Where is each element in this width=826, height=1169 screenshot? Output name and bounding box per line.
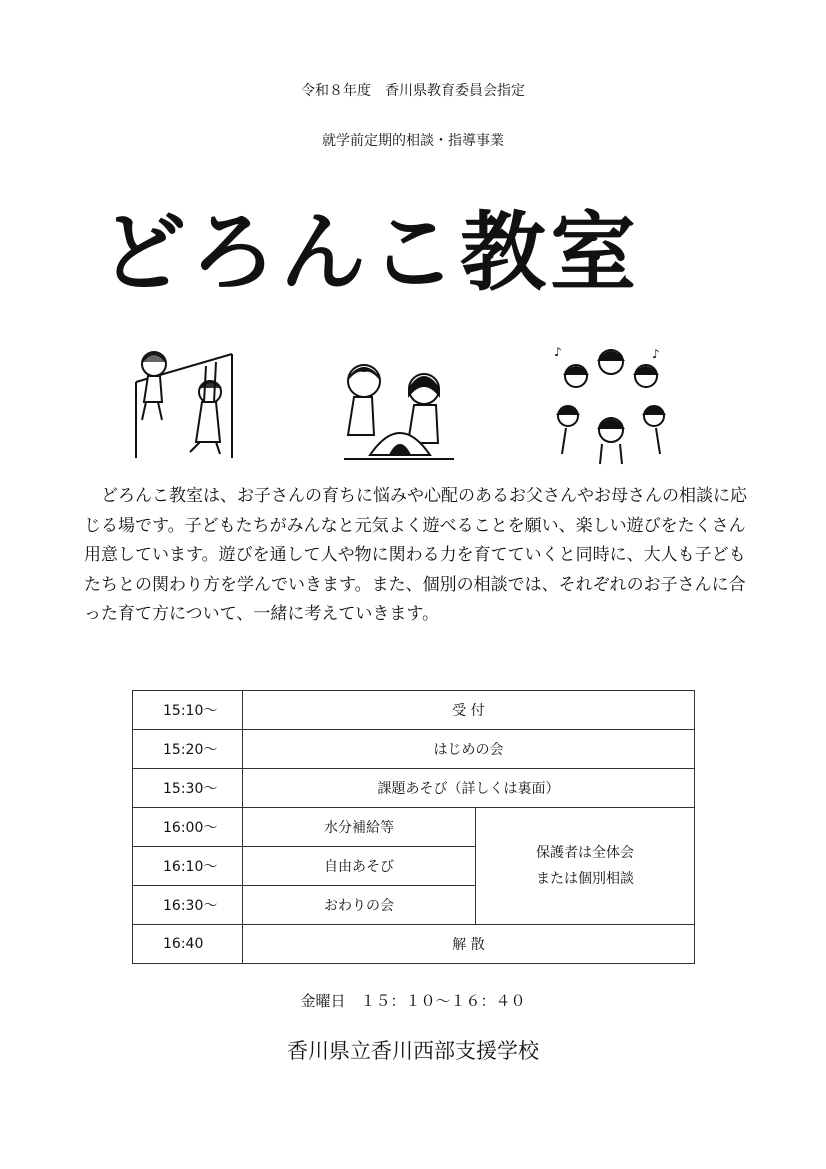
schedule-activity: 課題あそび（詳しくは裏面） [243,769,695,808]
header-line-designation: 令和８年度 香川県教育委員会指定 [301,83,525,99]
schedule-activity: 水分補給等 [243,808,476,847]
table-row [133,808,695,847]
schedule-time: 15:10～ [133,691,243,730]
schedule-activity: おわりの会 [243,886,476,925]
school-name: 香川県立香川西部支援学校 [287,1039,539,1063]
children-circle-singing-icon [552,344,670,466]
header-line-program: 就学前定期的相談・指導事業 [322,133,504,149]
schedule-time: 16:40 [133,925,243,964]
schedule-time: 15:20～ [133,730,243,769]
schedule-time: 16:30～ [133,886,243,925]
svg-text:♪: ♪ [652,347,660,361]
session-times: 金曜日 １５：１０～１６：４０ [300,992,526,1010]
parent-note-line: または個別相談 [536,871,634,887]
children-on-bar-icon [128,342,240,462]
schedule-activity: 受 付 [243,691,695,730]
description-paragraph [84,482,754,630]
schedule-time: 16:00～ [133,808,243,847]
description-text: どろんこ教室は、お子さんの育ちに悩みや心配のあるお父さんやお母さんの相談に応じる場です。子どもたちがみんなと元気よく遊べることを願い、楽しい遊びをたくさん用意しています。遊びを通して人や物に関わる力を育てていくと同時に、大人も子どもたちとの関わり方を学んでいきます。また、個別の相談では、それぞれのお子さんに合った育て方について、一緒に考えていきます。 [84,486,747,624]
schedule-table [132,690,695,964]
table-row [133,925,695,964]
schedule-time: 15:30～ [133,769,243,808]
schedule-activity: 自由あそび [243,847,476,886]
parent-session-note [476,808,695,925]
svg-text:♪: ♪ [554,345,562,359]
table-row [133,730,695,769]
schedule-time: 16:10～ [133,847,243,886]
table-row [133,691,695,730]
children-sand-tunnel-icon [334,355,464,465]
schedule-activity: はじめの会 [243,730,695,769]
table-row [133,769,695,808]
parent-note-line: 保護者は全体会 [536,845,634,861]
schedule-activity: 解 散 [243,925,695,964]
page-title: どろんこ教室 [100,203,640,303]
